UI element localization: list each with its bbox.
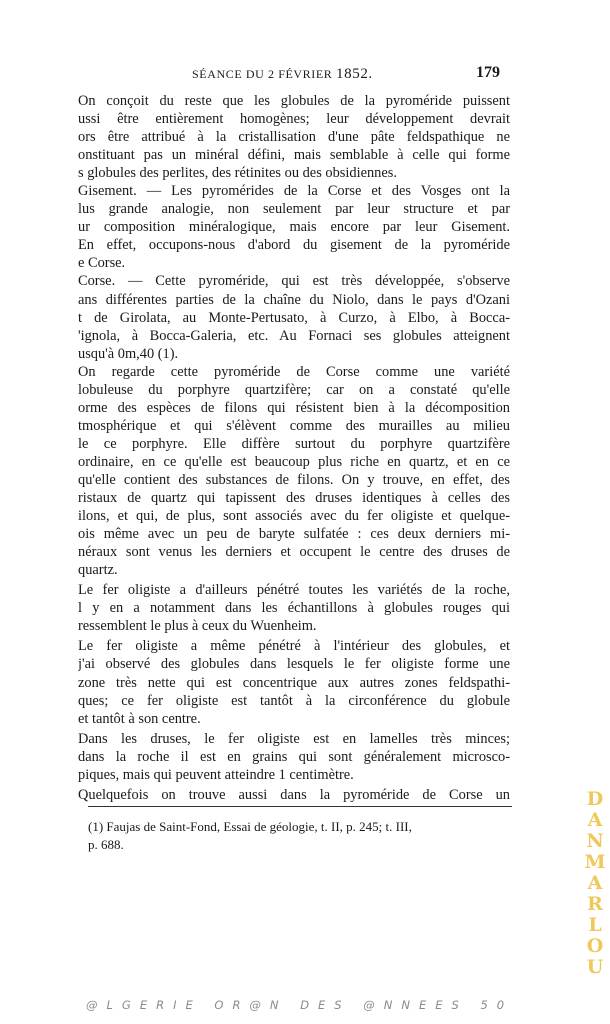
text-line: En effet, occupons-nous d'abord du gisement de la pyroméride [78, 237, 510, 254]
text-line: Le fer oligiste a d'ailleurs pénétré toutes les variétés de la roche, [78, 582, 510, 599]
body-text [78, 92, 510, 804]
text-line: et tantôt à son centre. [78, 710, 201, 727]
text-line: j'ai observé des globules dans lesquels le fer oligiste forme une [78, 656, 510, 673]
page-number: 179 [476, 64, 500, 81]
footnote-line: p. 688. [88, 837, 124, 852]
text-line: On conçoit du reste que les globules de la pyroméride puissent [78, 93, 510, 109]
text-line: piques, mais qui peuvent atteindre 1 centimètre. [78, 766, 354, 783]
text-line: On regarde cette pyroméride de Corse comme une variété [78, 363, 510, 380]
text-line: zone très nette qui est concentrique aux autres zones feldspathi- [78, 674, 510, 691]
text-line: dans la roche il est en grains qui sont généralement microsco- [78, 748, 510, 765]
text-line: qu'elle contient des substances de filons. On y trouve, en effet, des [78, 471, 510, 488]
bottom-watermark: @LGERIE OR@N DES @NNEES 50 [86, 998, 514, 1012]
text-line: lus grande analogie, non seulement par leur structure et par [78, 201, 510, 218]
text-line: ors être attribué à la cristallisation d'une pâte feldspathique ne [78, 129, 510, 146]
text-line: Gisement. — Les pyromérides de la Corse et des Vosges ont la [78, 183, 510, 200]
text-line: lobuleuse du porphyre quartzifère; car on a constaté qu'elle [78, 381, 510, 398]
text-line: quartz. [78, 562, 118, 579]
text-line: s globules des perlites, des rétinites ou des obsidiennes. [78, 165, 397, 182]
text-line: ussi être entièrement homogènes; leur développement devrait [78, 111, 510, 128]
footnote-divider [88, 806, 512, 807]
text-line: ristaux de quartz qui tapissent des druses identiques à celles des [78, 490, 510, 507]
text-line: ressemblent le plus à ceux du Wuenheim. [78, 618, 317, 635]
text-line: ordinaire, en ce qu'elle est beaucoup plus riche en quartz, et en ce [78, 453, 510, 470]
footnote [88, 818, 512, 854]
text-line: ans différentes parties de la chaîne du Niolo, dans le pays d'Ozani [78, 291, 510, 308]
text-line: Corse. — Cette pyroméride, qui est très développée, s'observe [78, 273, 510, 290]
text-line: Le fer oligiste a même pénétré à l'intérieur des globules, et [78, 638, 510, 655]
text-line: néraux sont venus les derniers et occupent le centre des druses de [78, 544, 510, 561]
text-line: le ce porphyre. Elle diffère surtout du porphyre quartzifère [78, 435, 510, 452]
text-line: e Corse. [78, 255, 126, 272]
vertical-watermark: DANMARLOU [584, 787, 606, 977]
text-line: l y en a notamment dans les échantillons à globules rouges qui [78, 600, 510, 617]
text-line: tmosphérique et qui s'élèvent comme des murailles au milieu [78, 417, 510, 434]
footnote-line: (1) Faujas de Saint-Fond, Essai de géologie, t. II, p. 245; t. III, [88, 819, 412, 834]
running-title [192, 66, 373, 83]
text-line: ois même avec un peu de baryte sulfatée : ces deux derniers mi- [78, 526, 510, 543]
running-title-text: SÉANCE DU 2 FÉVRIER [192, 67, 337, 81]
text-line: t de Girolata, au Monte-Pertusato, à Curzo, à Elbo, à Bocca- [78, 309, 510, 326]
page-header [80, 64, 500, 86]
text-line: usqu'à 0m,40 (1). [78, 345, 179, 362]
running-title-year: 1852. [336, 66, 373, 82]
text-line: ilons, et qui, de plus, sont associés avec du fer oligiste et quelque- [78, 508, 510, 525]
text-line: 'ignola, à Bocca-Galeria, etc. Au Fornaci ses globules atteignent [78, 327, 510, 344]
text-line: onstituant pas un minéral défini, mais semblable à celle qui forme [78, 147, 510, 164]
text-line: ques; ce fer oligiste est tantôt à la circonférence du globule [78, 692, 510, 709]
text-line: Quelquefois on trouve aussi dans la pyroméride de Corse un [78, 786, 510, 803]
text-line: orme des espèces de filons qui résistent bien à la décomposition [78, 399, 510, 416]
text-line: ur composition minéralogique, mais encore par leur Gisement. [78, 219, 510, 236]
text-line: Dans les druses, le fer oligiste est en lamelles très minces; [78, 730, 510, 747]
